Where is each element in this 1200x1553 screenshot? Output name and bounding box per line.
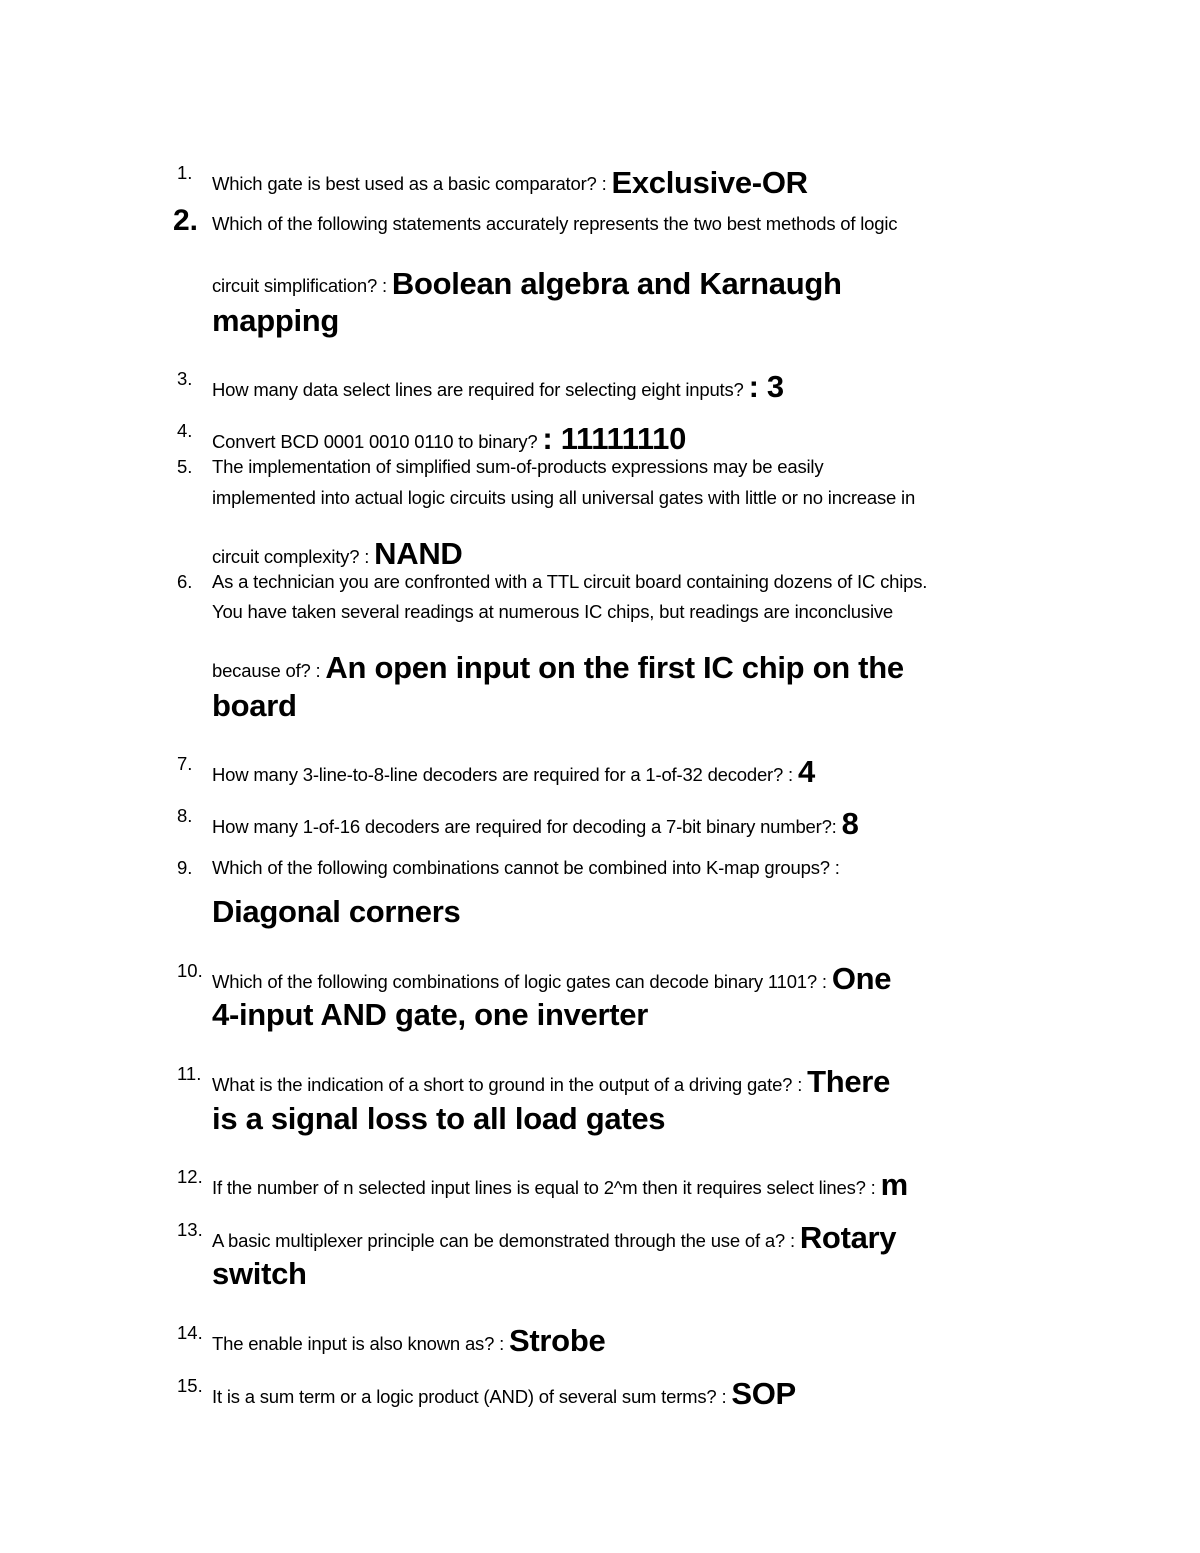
answer-text: Boolean algebra and Karnaugh [391, 266, 842, 301]
question-line [212, 649, 904, 685]
question-text: Convert BCD 0001 0010 0110 to binary? [212, 431, 543, 452]
question-text: circuit complexity? : [212, 546, 375, 567]
question-number: 8. [177, 805, 193, 826]
question-text: Which gate is best used as a basic comparator? : [212, 173, 612, 194]
answer-text: Diagonal corners [212, 894, 461, 929]
question-number: 3. [177, 368, 193, 389]
question-line [212, 264, 842, 300]
answer-text: Rotary [799, 1220, 897, 1255]
question-line [212, 420, 686, 456]
question-line [212, 960, 891, 996]
question-number: 13. [177, 1219, 203, 1240]
question-line: Which of the following combinations cannot be combined into K-map groups? : [212, 857, 840, 878]
question-line: Which of the following statements accurately represents the two best methods of logic [212, 213, 898, 234]
answer-text: is a signal loss to all load gates [212, 1101, 666, 1136]
question-line: implemented into actual logic circuits using all universal gates with little or no increase in [212, 487, 916, 508]
question-line [212, 368, 784, 404]
answer-text: : 11111110 [542, 421, 687, 456]
question-number: 5. [177, 456, 193, 477]
answer-text: board [212, 688, 297, 723]
answer-text: NAND [374, 536, 463, 571]
question-text: It is a sum term or a logic product (AND) of several sum terms? : [212, 1386, 732, 1407]
question-number: 6. [177, 571, 193, 592]
question-line: As a technician you are confronted with a TTL circuit board containing dozens of IC chips. [212, 571, 928, 592]
question-number: 1. [177, 162, 193, 183]
answer-text: 4-input AND gate, one inverter [212, 997, 648, 1032]
question-text: Which of the following combinations of logic gates can decode binary 1101? : [212, 971, 832, 992]
question-text: How many 3-line-to-8-line decoders are required for a 1-of-32 decoder? : [212, 764, 798, 785]
answer-text: 8 [841, 806, 859, 841]
question-line: You have taken several readings at numerous IC chips, but readings are inconclusive [212, 601, 893, 622]
question-line [212, 1322, 605, 1358]
question-line [212, 805, 859, 841]
question-text: What is the indication of a short to ground in the output of a driving gate? : [212, 1074, 808, 1095]
question-number: 2. [173, 204, 199, 237]
answer-text: Strobe [509, 1323, 606, 1358]
question-number: 15. [177, 1375, 203, 1396]
question-text: circuit simplification? : [212, 275, 392, 296]
question-number: 4. [177, 420, 193, 441]
question-line [212, 753, 815, 789]
answer-text: There [807, 1064, 891, 1099]
question-number: 9. [177, 857, 193, 878]
answer-text: An open input on the first IC chip on the [325, 650, 904, 685]
question-number: 7. [177, 753, 193, 774]
question-line [212, 162, 808, 198]
answer-text: : 3 [748, 369, 784, 404]
question-text: How many data select lines are required for selecting eight inputs? [212, 379, 749, 400]
question-line [212, 1166, 908, 1202]
question-line: The implementation of simplified sum-of-products expressions may be easily [212, 456, 824, 477]
answer-text: switch [212, 1256, 307, 1291]
question-text: If the number of n selected input lines is equal to 2^m then it requires select lines? : [212, 1177, 881, 1198]
question-text: because of? : [212, 660, 326, 681]
answer-text: Exclusive-OR [611, 165, 808, 200]
question-line [212, 1219, 896, 1255]
question-number: 14. [177, 1322, 203, 1343]
answer-text: mapping [212, 303, 340, 338]
answer-text: One [831, 961, 892, 996]
question-text: A basic multiplexer principle can be demonstrated through the use of a? : [212, 1230, 800, 1251]
question-line [212, 1063, 890, 1099]
answer-text: SOP [731, 1376, 796, 1411]
answer-text: m [880, 1167, 908, 1202]
question-text: The enable input is also known as? : [212, 1333, 510, 1354]
question-text: How many 1-of-16 decoders are required for decoding a 7-bit binary number?: [212, 816, 842, 837]
question-number: 10. [177, 960, 203, 981]
answer-text: 4 [797, 754, 815, 789]
question-line [212, 535, 463, 571]
question-line [212, 1375, 796, 1411]
question-number: 11. [177, 1063, 202, 1084]
question-number: 12. [177, 1166, 203, 1187]
